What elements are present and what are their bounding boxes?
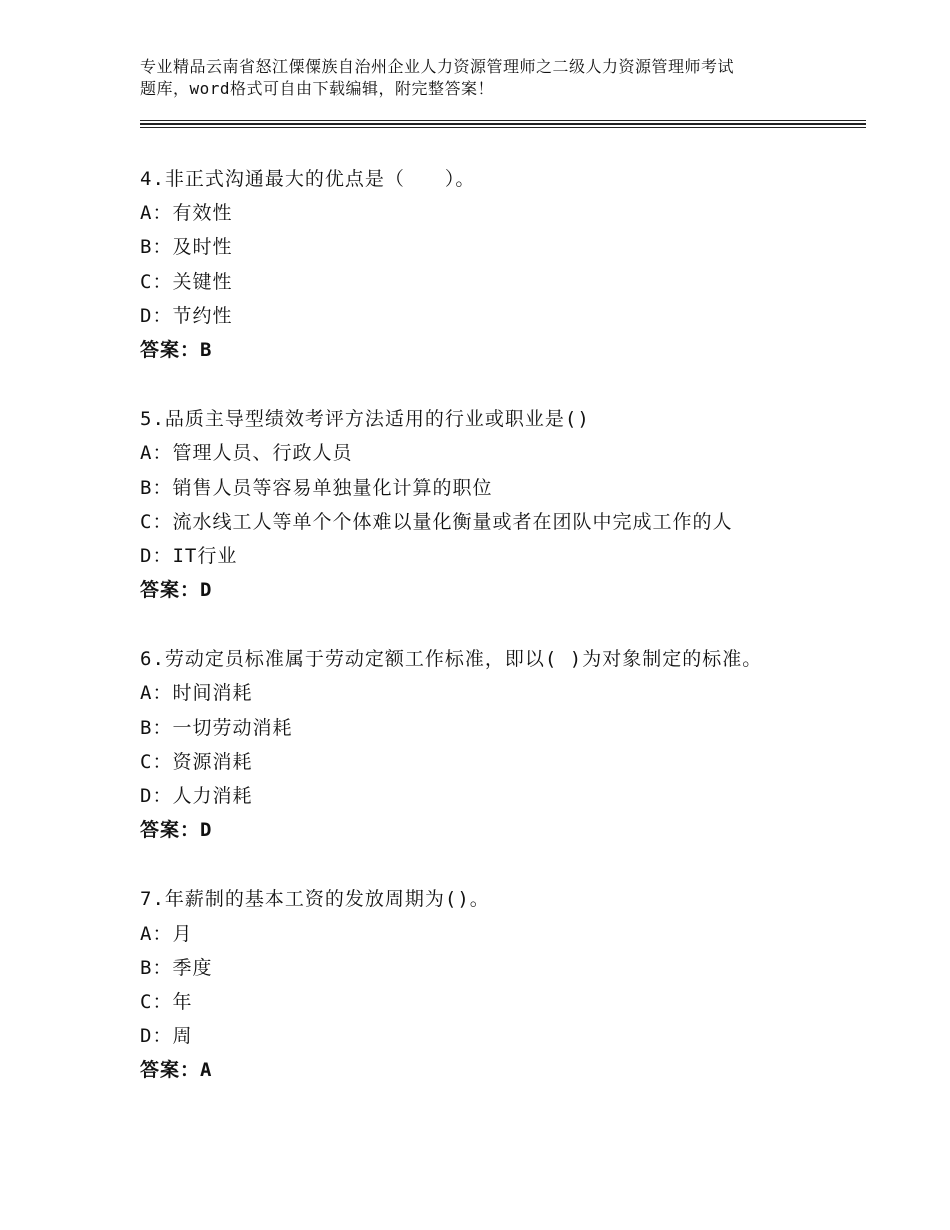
option-b: B：一切劳动消耗 — [140, 716, 293, 739]
option-d: D：节约性 — [140, 304, 233, 327]
answer: 答案：D — [140, 819, 213, 842]
question-4 — [140, 162, 860, 367]
header-rule — [140, 123, 866, 125]
option-a: A：月 — [140, 922, 193, 945]
question-stem: 4.非正式沟通最大的优点是（ ）。 — [140, 168, 476, 190]
header-line-2: 题库，word格式可自由下载编辑，附完整答案！ — [140, 79, 495, 98]
option-b: B：及时性 — [140, 236, 233, 259]
answer: 答案：B — [140, 338, 213, 361]
header-line-1: 专业精品云南省怒江傈僳族自治州企业人力资源管理师之二级人力资源管理师考试 — [140, 57, 735, 76]
option-a: A：时间消耗 — [140, 682, 253, 705]
question-stem: 5.品质主导型绩效考评方法适用的行业或职业是() — [140, 408, 590, 431]
option-d: D：人力消耗 — [140, 785, 253, 807]
header-rule — [140, 127, 866, 128]
option-a: A：管理人员、行政人员 — [140, 442, 353, 465]
option-c: C：流水线工人等单个个体难以量化衡量或者在团队中完成工作的人 — [140, 510, 733, 533]
option-d: D：周 — [140, 1025, 193, 1048]
option-d: D：IT行业 — [140, 544, 238, 567]
header-rule — [140, 120, 866, 121]
document-header — [140, 56, 840, 100]
option-c: C：关键性 — [140, 270, 233, 293]
answer: 答案：D — [140, 579, 213, 602]
option-b: B：销售人员等容易单独量化计算的职位 — [140, 476, 493, 499]
question-6 — [140, 642, 860, 847]
option-a: A：有效性 — [140, 202, 233, 225]
option-c: C：年 — [140, 990, 193, 1013]
option-b: B：季度 — [140, 956, 213, 979]
question-stem: 6.劳动定员标准属于劳动定额工作标准，即以( )为对象制定的标准。 — [140, 648, 763, 671]
question-5 — [140, 402, 860, 607]
option-c: C：资源消耗 — [140, 750, 253, 773]
question-list — [140, 162, 860, 1123]
question-stem: 7.年薪制的基本工资的发放周期为()。 — [140, 888, 490, 911]
answer: 答案：A — [140, 1059, 213, 1082]
question-7 — [140, 882, 860, 1087]
